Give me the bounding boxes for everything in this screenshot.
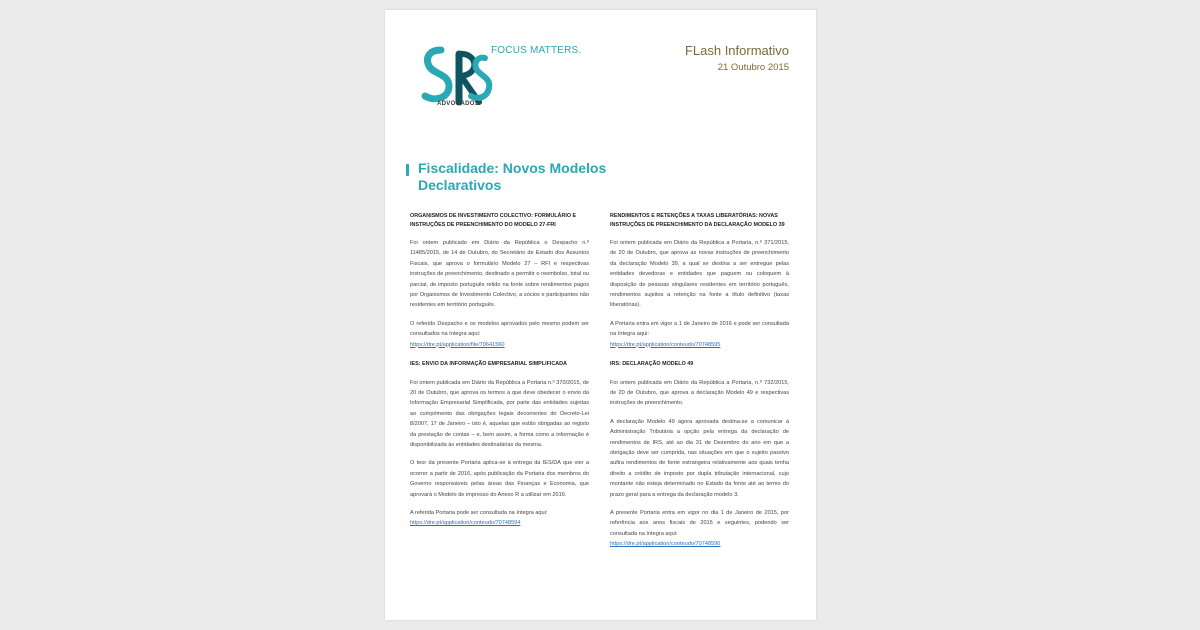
document-page — [385, 10, 816, 620]
article — [410, 212, 589, 350]
article-link[interactable]: https://dre.pt/application/conteudo/70748594 — [410, 520, 521, 527]
article-link[interactable]: https://dre.pt/application/conteudo/70748595 — [610, 341, 721, 348]
article-paragraph: Foi ontem publicada em Diário da República a Portaria, n.º 732/2015, de 20 de Outubro, que aprova a declaração Modelo 49 e respectivas instruções de preenchimento. — [610, 379, 789, 407]
article-paragraph: A declaração Modelo 49 agora aprovada destina-se a comunicar à Administração Tributária a opção pela entrega da declaração de rendimentos de IRS, até ao dia 31 de Dezembro do ano em que a obrigação deve ser cumprida, nas situações em que o sujeito passivo aufira rendimentos de fonte estrangeira relativamente aos quais tenha direito a crédito de imposto por dupla tributação internacional, cujo montante não esteja determinado no Estado da fonte até ao termo do prazo geral para a entrega da declaração modelo 3. — [610, 418, 789, 498]
article-paragraph: A Portaria entra em vigor a 1 de Janeiro de 2016 e pode ser consultada na íntegra aqui: — [610, 320, 789, 338]
left-column — [410, 212, 589, 539]
article-paragraph: O teor da presente Portaria aplica-se à entrega da IES/DA que vier a ocorrer a partir de 2016, após publicação da Portaria dos membros do Governo responsáveis pelas áreas das Finanças e Economia, que aprovará o Modelo de impresso do Anexo R a utilizar em 2016. — [410, 460, 589, 498]
firm-logo — [419, 44, 564, 124]
right-column — [610, 212, 789, 560]
article-link[interactable]: https://dre.pt/application/file/70641560 — [410, 341, 505, 348]
article-paragraph: O referido Despacho e os modelos aprovados pelo mesmo podem ser consultados na íntegra aqui: — [410, 320, 589, 338]
section-marker-icon — [406, 164, 409, 176]
article-heading: IES: ENVIO DA INFORMAÇÃO EMPRESARIAL SIMPLIFICADA — [410, 361, 567, 368]
article-paragraph: Foi ontem publicada em Diário da República a Portaria, n.º 371/2015, de 20 de Outubro, que aprova as novas instruções de preenchimento da declaração Modelo 39, a qual se destina a ser entregue pelas entidades devedoras e entidades que paguem ou coloquem à disposição de pessoas singulares residentes em território português, rendimentos sujeitos a retenção na fonte a título definitivo (taxas liberatórias). — [610, 240, 789, 309]
article-paragraph: Foi ontem publicado em Diário da República o Despacho n.º 11485/2015, de 14 de Outubro, do Secretário de Estado dos Assuntos Fiscais, que aprova o formulário Modelo 27 – RFI e respectivas instruções de preenchimento, destinado a permitir o reembolso, total ou parcial, de imposto português retido na fonte sobre rendimentos pagos por Organismos de Investimento Colectivo, a sócios e participantes não residentes em território português. — [410, 240, 589, 309]
tagline: FOCUS MATTERS. — [491, 45, 582, 56]
article — [610, 212, 789, 350]
section-title: Fiscalidade: Novos Modelos Declarativos — [418, 160, 607, 193]
article-link[interactable]: https://dre.pt/application/conteudo/70748596 — [610, 541, 721, 548]
article-heading: ORGANISMOS DE INVESTIMENTO COLECTIVO: FORMULÁRIO E INSTRUÇÕES DE PREENCHIMENTO DO MODELO 27-FRI — [410, 213, 577, 228]
article — [610, 360, 789, 550]
article-paragraph: A presente Portaria entra em vigor no dia 1 de Janeiro de 2015, por referência aos anos fiscais de 2015 e seguintes, podendo ser consultada na íntegra aqui: — [610, 510, 789, 537]
article-paragraph: A referida Portaria pode ser consultada na íntegra aqui: — [410, 510, 548, 517]
article-paragraph: Foi ontem publicada em Diário da República a Portaria n.º 370/2015, de 20 de Outubro, que aprova os termos a que deve obedecer o envio da Informação Empresarial Simplificada, por parte das entidades sujeitas ao cumprimento das obrigações legais decorrentes do Decreto-Lei 8/2007, 17 de Janeiro – isto é, aquelas que estão obrigadas ao registo da prestação de contas – e, bem assim, a forma como a informação é disponibilizada às entidades destinatárias da mesma. — [410, 379, 589, 448]
article — [410, 360, 589, 529]
firm-name: ADVOGADOS — [437, 101, 480, 107]
article-heading: IRS: DECLARAÇÃO MODELO 49 — [610, 361, 694, 368]
newsletter-title: FLash Informativo — [684, 43, 789, 58]
newsletter-date: 21 Outubro 2015 — [717, 62, 789, 73]
article-heading: RENDIMENTOS E RETENÇÕES A TAXAS LIBERATÓRIAS: NOVAS INSTRUÇÕES DE PREENCHIMENTO DA DECLARAÇÃO MODELO 39 — [610, 213, 785, 228]
